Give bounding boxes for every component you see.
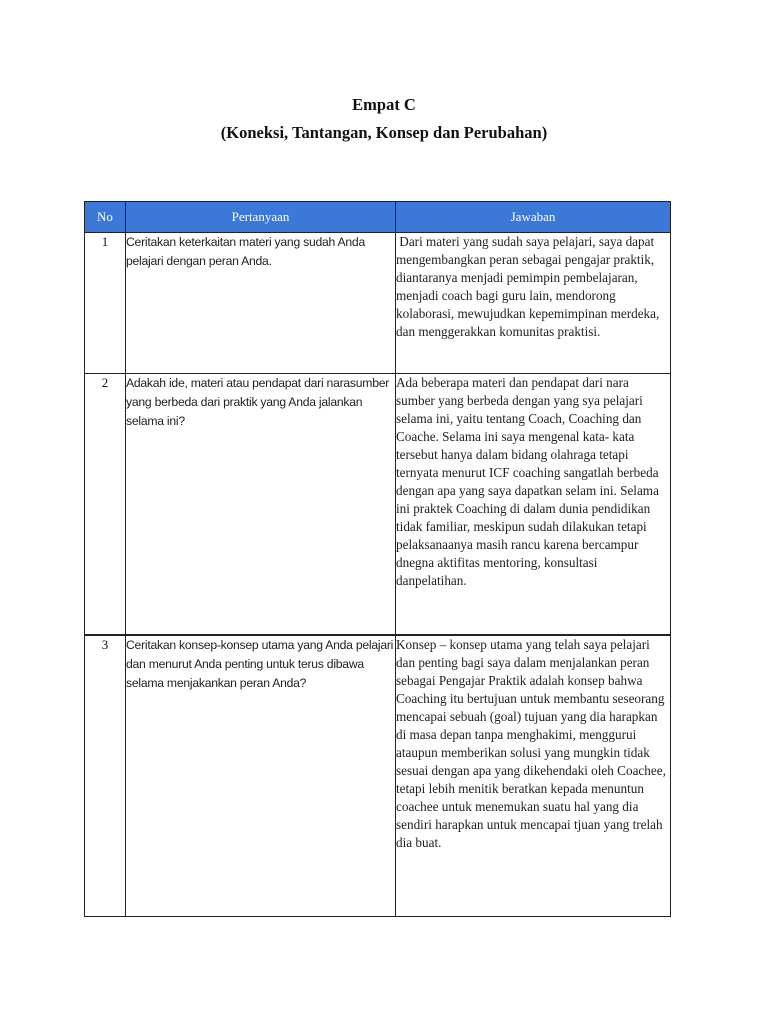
page-subtitle: (Koneksi, Tantangan, Konsep dan Perubahan) — [220, 123, 548, 142]
question-cell: Ceritakan keterkaitan materi yang sudah Anda pelajari dengan peran Anda. — [126, 233, 396, 374]
table-header-row — [85, 202, 671, 233]
table-row — [85, 374, 671, 636]
question-answer-table — [84, 201, 671, 917]
question-cell: Adakah ide, materi atau pendapat dari narasumber yang berbeda dari praktik yang Anda jalankan selama ini? — [126, 374, 396, 636]
answer-cell: Ada beberapa materi dan pendapat dari nara sumber yang berbeda dengan yang sya pelajari selama ini, yaitu tentang Coach, Coaching dan Coache. Selama ini saya mengenal kata- kata tersebut hanya dalam bidang olahraga tetapi ternyata menurut ICF coaching sangatlah berbeda dengan apa yang saya dapatkan selam ini. Selama ini praktek Coaching di dalam dunia pendidikan tidak familiar, meskipun sudah dilakukan tetapi pelaksanaanya masih rancu karena bercampur dnegna aktifitas mentoring, konsultasi danpelatihan. — [396, 374, 671, 636]
table-row — [85, 233, 671, 374]
row-number: 3 — [85, 635, 126, 917]
header-answer: Jawaban — [396, 202, 671, 233]
header-no: No — [85, 202, 126, 233]
row-number: 2 — [85, 374, 126, 636]
row-number: 1 — [85, 233, 126, 374]
answer-cell: Dari materi yang sudah saya pelajari, saya dapat mengembangkan peran sebagai pengajar praktik, diantaranya menjadi pemimpin pembelajaran, menjadi coach bagi guru lain, mendorong kolaborasi, mewujudkan kepemimpinan merdeka, dan menggerakkan komunitas praktisi. — [396, 233, 671, 374]
answer-cell: Konsep – konsep utama yang telah saya pelajari dan penting bagi saya dalam menjalankan peran sebagai Pengajar Praktik adalah konsep bahwa Coaching itu bertujuan untuk membantu seseorang mencapai sebuah (goal) tujuan yang dia harapkan di masa depan tanpa menghakimi, menggurui ataupun memberikan solusi yang mungkin tidak sesuai dengan apa yang dikehendaki oleh Coachee, tetapi lebih menitik beratkan kepada menuntun coachee untuk menemukan suatu hal yang dia sendiri harapkan untuk mencapai tjuan yang trelah dia buat. — [396, 635, 671, 917]
page-title: Empat C — [352, 95, 416, 114]
question-cell: Ceritakan konsep-konsep utama yang Anda pelajari dan menurut Anda penting untuk terus dibawa selama menjakankan peran Anda? — [126, 635, 396, 917]
header-question: Pertanyaan — [126, 202, 396, 233]
table-row — [85, 635, 671, 917]
